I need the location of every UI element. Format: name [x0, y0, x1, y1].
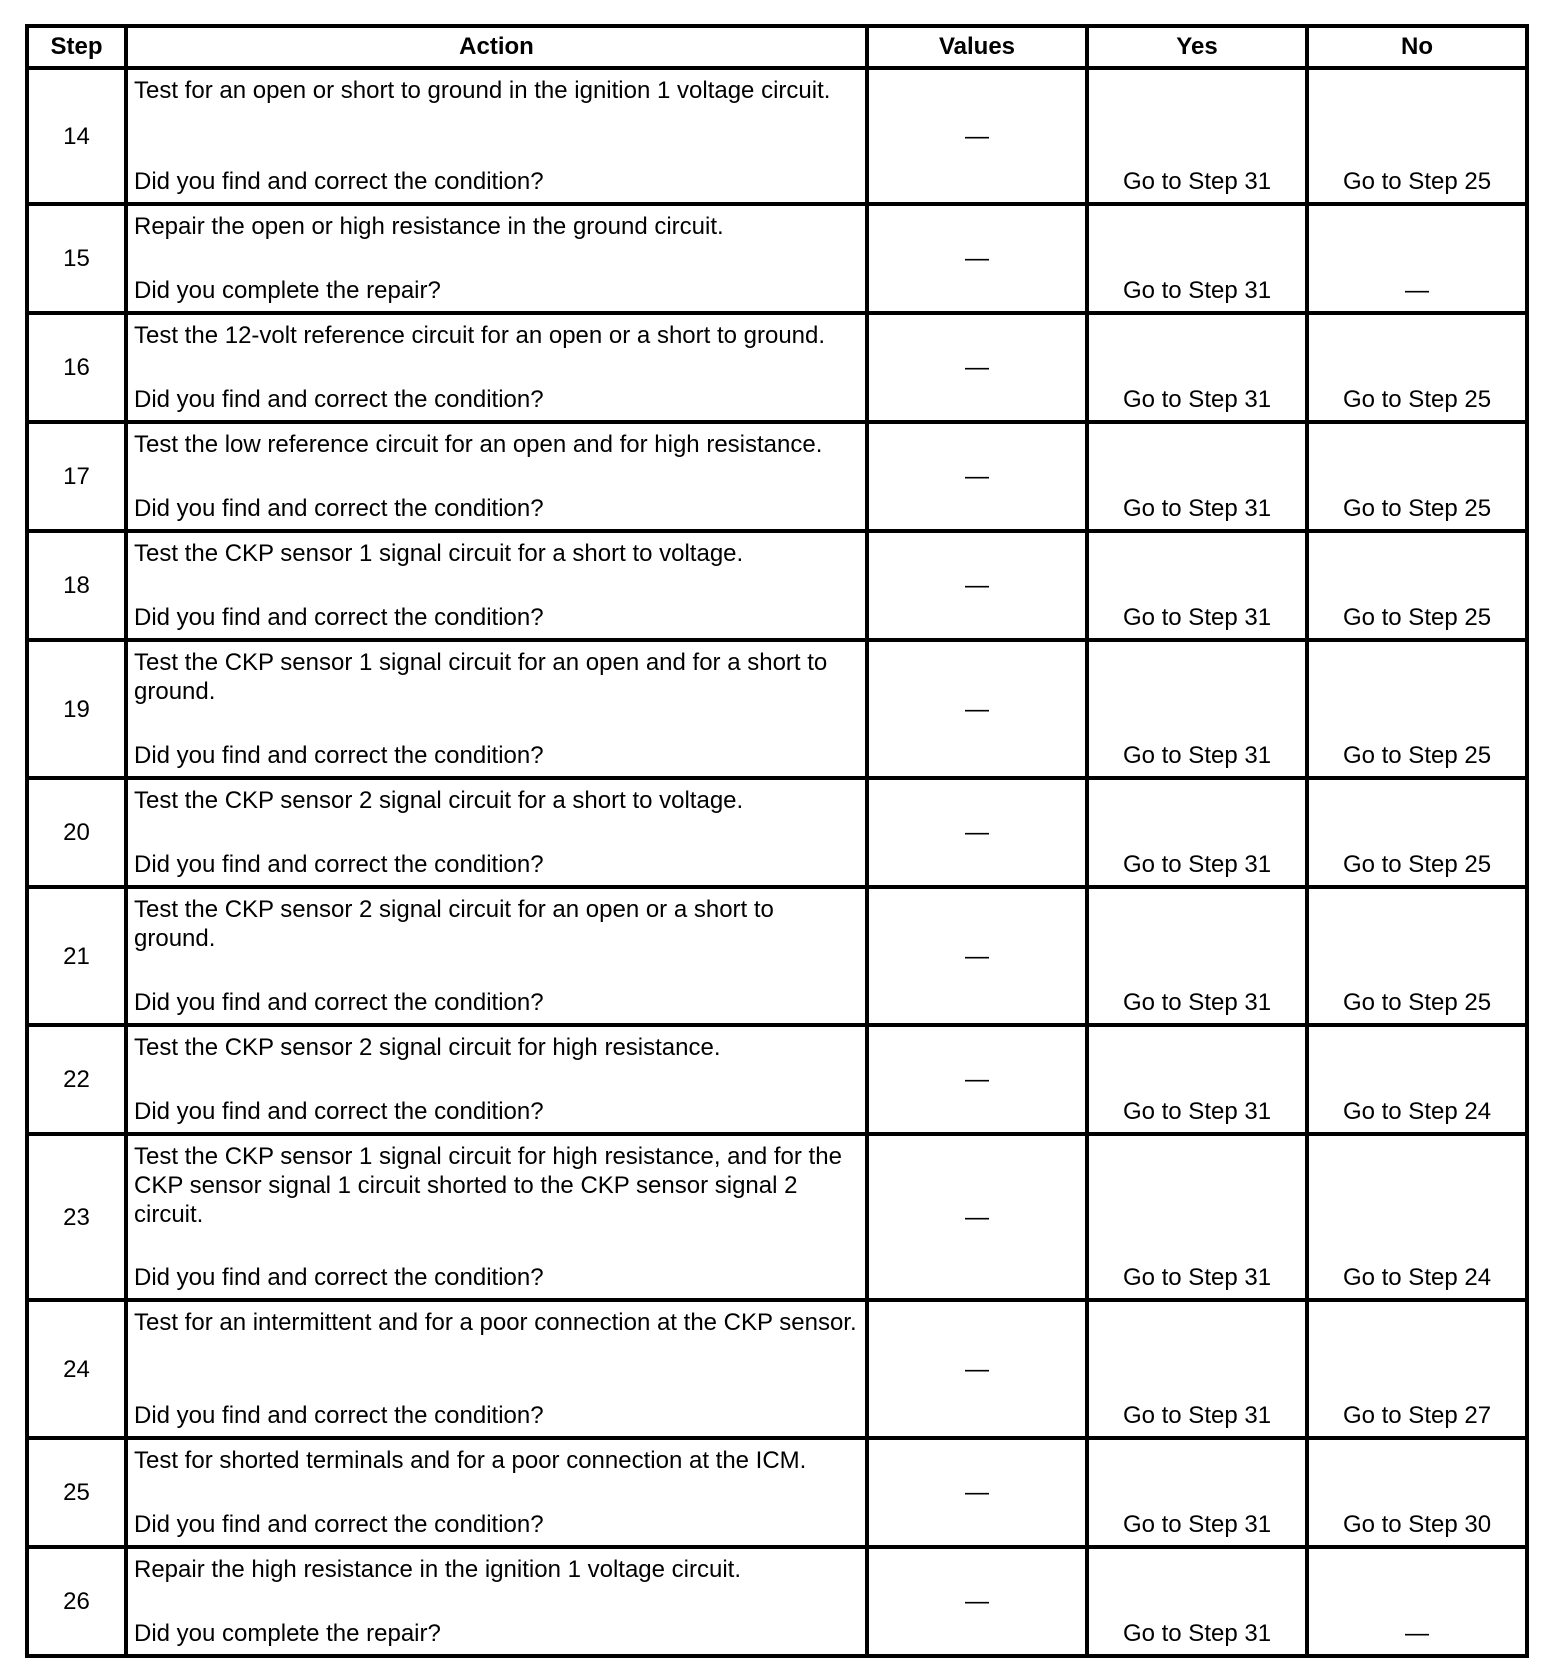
values-cell: —	[867, 1025, 1087, 1134]
question-text: Did you complete the repair?	[134, 277, 441, 304]
table-row	[27, 1300, 1527, 1438]
table-row	[27, 204, 1527, 313]
values-cell: —	[867, 1547, 1087, 1656]
yes-cell: Go to Step 31	[1087, 531, 1307, 640]
step-number: 17	[27, 422, 126, 531]
header-row	[27, 26, 1527, 68]
action-text: Test the CKP sensor 1 signal circuit for high resistance, and for the CKP sensor signal 1 circuit shorted to the CKP sensor signal 2 circuit.	[134, 1143, 842, 1228]
step-number: 23	[27, 1134, 126, 1300]
action-cell	[126, 422, 867, 531]
yes-cell: Go to Step 31	[1087, 778, 1307, 887]
values-cell: —	[867, 1300, 1087, 1438]
step-number: 24	[27, 1300, 126, 1438]
action-cell	[126, 68, 867, 204]
action-cell	[126, 531, 867, 640]
header-values: Values	[867, 26, 1087, 68]
header-action: Action	[126, 26, 867, 68]
table-row	[27, 531, 1527, 640]
action-cell	[126, 313, 867, 422]
table-header	[27, 26, 1527, 68]
header-yes: Yes	[1087, 26, 1307, 68]
header-no: No	[1307, 26, 1527, 68]
table-row	[27, 778, 1527, 887]
values-cell: —	[867, 640, 1087, 778]
no-cell: Go to Step 25	[1307, 640, 1527, 778]
yes-cell: Go to Step 31	[1087, 1547, 1307, 1656]
question-text: Did you find and correct the condition?	[134, 1402, 544, 1429]
question-text: Did you find and correct the condition?	[134, 1264, 544, 1291]
values-cell: —	[867, 1134, 1087, 1300]
no-cell: Go to Step 24	[1307, 1025, 1527, 1134]
table-row	[27, 640, 1527, 778]
table-row	[27, 422, 1527, 531]
yes-cell: Go to Step 31	[1087, 1025, 1307, 1134]
values-cell: —	[867, 68, 1087, 204]
step-number: 14	[27, 68, 126, 204]
step-number: 25	[27, 1438, 126, 1547]
no-cell: —	[1307, 1547, 1527, 1656]
action-cell	[126, 887, 867, 1025]
step-number: 26	[27, 1547, 126, 1656]
table-body	[27, 68, 1527, 1656]
action-cell	[126, 1438, 867, 1547]
step-number: 19	[27, 640, 126, 778]
no-cell: Go to Step 30	[1307, 1438, 1527, 1547]
action-cell	[126, 778, 867, 887]
action-text: Test for an open or short to ground in the ignition 1 voltage circuit.	[134, 77, 831, 104]
action-text: Test for shorted terminals and for a poor connection at the ICM.	[134, 1447, 807, 1474]
yes-cell: Go to Step 31	[1087, 640, 1307, 778]
yes-cell: Go to Step 31	[1087, 204, 1307, 313]
values-cell: —	[867, 422, 1087, 531]
yes-cell: Go to Step 31	[1087, 68, 1307, 204]
step-number: 21	[27, 887, 126, 1025]
action-cell	[126, 1547, 867, 1656]
action-text: Test the CKP sensor 2 signal circuit for an open or a short to ground.	[134, 896, 774, 952]
yes-cell: Go to Step 31	[1087, 422, 1307, 531]
question-text: Did you find and correct the condition?	[134, 989, 544, 1016]
values-cell: —	[867, 1438, 1087, 1547]
action-cell	[126, 1025, 867, 1134]
action-text: Test the CKP sensor 2 signal circuit for high resistance.	[134, 1034, 721, 1061]
yes-cell: Go to Step 31	[1087, 313, 1307, 422]
action-text: Test the low reference circuit for an open and for high resistance.	[134, 431, 823, 458]
values-cell: —	[867, 531, 1087, 640]
yes-cell: Go to Step 31	[1087, 887, 1307, 1025]
table-row	[27, 1134, 1527, 1300]
values-cell: —	[867, 887, 1087, 1025]
action-text: Test the CKP sensor 1 signal circuit for a short to voltage.	[134, 540, 744, 567]
no-cell: Go to Step 25	[1307, 422, 1527, 531]
question-text: Did you find and correct the condition?	[134, 604, 544, 631]
table-row	[27, 1438, 1527, 1547]
question-text: Did you find and correct the condition?	[134, 1098, 544, 1125]
yes-cell: Go to Step 31	[1087, 1300, 1307, 1438]
no-cell: Go to Step 25	[1307, 68, 1527, 204]
values-cell: —	[867, 313, 1087, 422]
step-number: 15	[27, 204, 126, 313]
no-cell: Go to Step 25	[1307, 531, 1527, 640]
question-text: Did you complete the repair?	[134, 1620, 441, 1647]
step-number: 16	[27, 313, 126, 422]
table-row	[27, 68, 1527, 204]
step-number: 22	[27, 1025, 126, 1134]
action-text: Test the 12-volt reference circuit for an open or a short to ground.	[134, 322, 826, 349]
table-row	[27, 313, 1527, 422]
no-cell: Go to Step 27	[1307, 1300, 1527, 1438]
action-text: Repair the open or high resistance in the ground circuit.	[134, 213, 724, 240]
no-cell: Go to Step 25	[1307, 778, 1527, 887]
no-cell: —	[1307, 204, 1527, 313]
action-text: Test for an intermittent and for a poor connection at the CKP sensor.	[134, 1309, 857, 1336]
question-text: Did you find and correct the condition?	[134, 851, 544, 878]
action-cell	[126, 1300, 867, 1438]
no-cell: Go to Step 25	[1307, 313, 1527, 422]
question-text: Did you find and correct the condition?	[134, 1511, 544, 1538]
action-cell	[126, 640, 867, 778]
action-cell	[126, 204, 867, 313]
header-step: Step	[27, 26, 126, 68]
step-number: 18	[27, 531, 126, 640]
action-text: Test the CKP sensor 1 signal circuit for an open and for a short to ground.	[134, 649, 828, 705]
yes-cell: Go to Step 31	[1087, 1134, 1307, 1300]
diagnostic-table	[25, 24, 1529, 1658]
table-row	[27, 1025, 1527, 1134]
yes-cell: Go to Step 31	[1087, 1438, 1307, 1547]
action-text: Repair the high resistance in the ignition 1 voltage circuit.	[134, 1556, 742, 1583]
step-number: 20	[27, 778, 126, 887]
action-text: Test the CKP sensor 2 signal circuit for a short to voltage.	[134, 787, 744, 814]
table-row	[27, 1547, 1527, 1656]
question-text: Did you find and correct the condition?	[134, 495, 544, 522]
question-text: Did you find and correct the condition?	[134, 168, 544, 195]
question-text: Did you find and correct the condition?	[134, 742, 544, 769]
no-cell: Go to Step 25	[1307, 887, 1527, 1025]
action-cell	[126, 1134, 867, 1300]
question-text: Did you find and correct the condition?	[134, 386, 544, 413]
values-cell: —	[867, 778, 1087, 887]
values-cell: —	[867, 204, 1087, 313]
no-cell: Go to Step 24	[1307, 1134, 1527, 1300]
table-row	[27, 887, 1527, 1025]
